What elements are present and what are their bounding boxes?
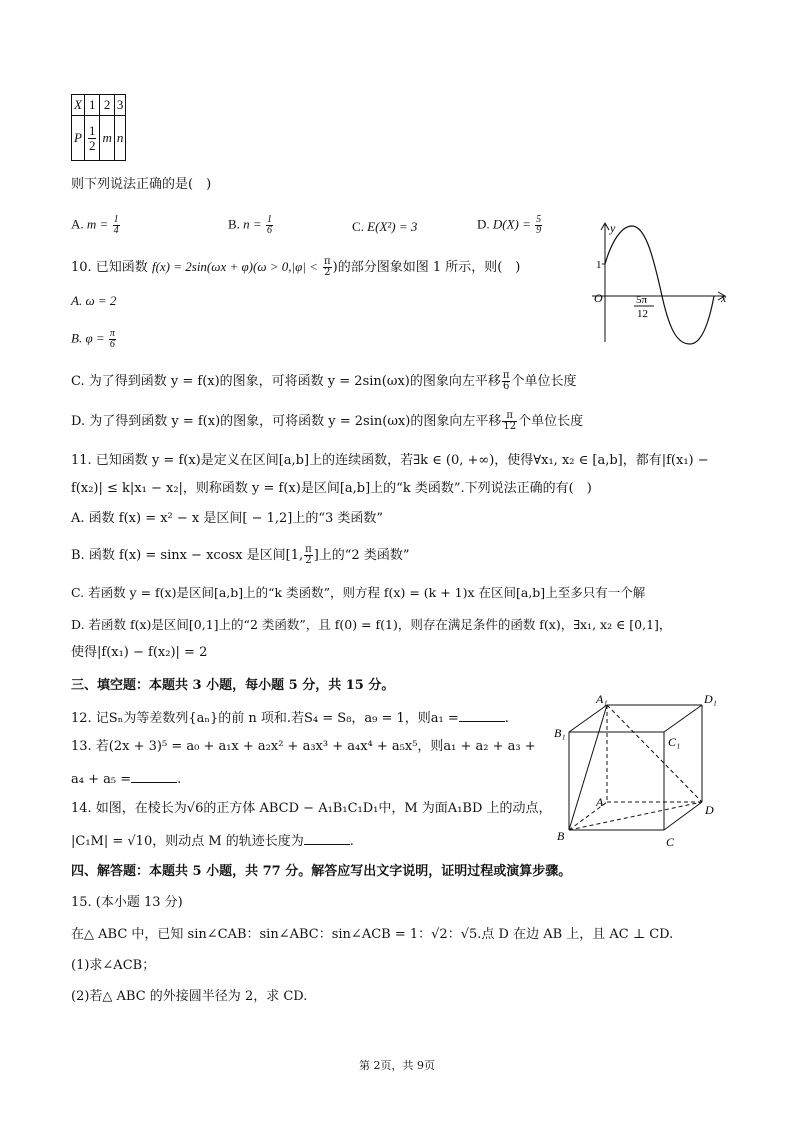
q15-part2: (2)若△ ABC 的外接圆半径为 2，求 CD. xyxy=(71,989,308,1004)
cube-label-d: D xyxy=(705,803,714,817)
answer-blank xyxy=(131,770,177,783)
table-cell: X xyxy=(72,95,85,116)
table-cell: P xyxy=(72,116,85,161)
q10-stem xyxy=(71,257,520,278)
origin-label: O xyxy=(594,291,603,305)
y-tick-label: 1 xyxy=(596,259,602,271)
table-cell: 1 xyxy=(84,95,100,116)
table-cell: 3 xyxy=(114,95,126,116)
question-text: . xyxy=(177,772,182,787)
cube-label-d1: D₁ xyxy=(704,692,717,706)
answer-blank xyxy=(304,832,350,845)
cube-label-b1: B₁ xyxy=(554,726,566,740)
q11-option-a: A. 函数 f(x) = x² − x 是区间[ − 1,2]上的“3 类函数” xyxy=(71,511,384,526)
q10-option-b xyxy=(71,329,117,350)
q9-option-b xyxy=(228,215,274,236)
q9-option-a xyxy=(71,215,121,236)
q11-option-d-line2: 使得|f(x₁) − f(x₂)| = 2 xyxy=(71,645,208,660)
frac-num: 1 xyxy=(88,122,96,138)
q9-option-c xyxy=(352,219,417,235)
frac-num: 5 xyxy=(536,214,542,225)
question-text: . xyxy=(504,711,509,726)
frac-num: 1 xyxy=(113,214,119,225)
cube-edge xyxy=(664,705,702,732)
stem-expr: f(x) = 2sin(ωx + φ)(ω > 0,|φ| < xyxy=(151,259,318,274)
frac-den: 2 xyxy=(88,137,96,153)
q9-option-d xyxy=(477,215,543,236)
x-axis-label: x xyxy=(721,291,727,305)
x-tick-den: 12 xyxy=(637,308,648,320)
q10-option-a: A. ω = 2 xyxy=(71,293,117,308)
option-expr: m = xyxy=(86,216,109,232)
triangle-edge-bd xyxy=(569,802,702,830)
option-expr: n = xyxy=(243,216,262,232)
option-text: D. 为了得到函数 y = f(x)的图象，可将函数 y = 2sin(ωx)的图象向左平移 xyxy=(71,414,502,429)
sine-graph xyxy=(590,220,730,345)
section-heading-solve: 四、解答题：本题共 5 小题，共 77 分。解答应写出文字说明，证明过程或演算步骤。 xyxy=(71,864,572,879)
stem-text: )的部分图象如图 1 所示，则( ) xyxy=(332,260,521,275)
frac-num: π xyxy=(502,370,510,381)
answer-blank xyxy=(459,709,505,722)
table-cell: m xyxy=(100,116,114,161)
x-tick-num: 5π xyxy=(636,294,648,306)
frac-num: π xyxy=(109,328,115,339)
question-text: a₄ + a₅ = xyxy=(71,772,132,787)
page-footer: 第 2页，共 9页 xyxy=(359,1059,435,1072)
q9-stem: 则下列说法正确的是( ) xyxy=(71,177,212,192)
triangle-edge-a1b xyxy=(569,705,607,830)
q14-line1: 14. 如图，在棱长为√6的正方体 ABCD − A₁B₁C₁D₁中，M 为面A₁BD 上的动点， xyxy=(71,801,552,816)
option-text: B. 函数 f(x) = sinx − xcosx 是区间[1, xyxy=(71,548,304,563)
cube-figure xyxy=(552,690,727,855)
q11-option-c: C. 若函数 y = f(x)是区间[a,b]上的“k 类函数”，则方程 f(x) = (k + 1)x 在区间[a,b]上至多只有一个解 xyxy=(71,585,646,600)
table-row-x xyxy=(72,95,126,116)
frac-den: 2 xyxy=(305,555,312,566)
q11-line2: f(x₂)| ≤ k|x₁ − x₂|，则称函数 y = f(x)是区间[a,b]上的“k 类函数”.下列说法正确的有( ) xyxy=(71,481,592,496)
option-text: 个单位长度 xyxy=(518,414,584,429)
option-prefix: B. xyxy=(228,216,244,232)
table-row-p xyxy=(72,116,126,161)
frac-den: 6 xyxy=(502,381,510,392)
q14-line2 xyxy=(71,832,354,850)
q13-line2 xyxy=(71,770,181,788)
cube-label-c: C xyxy=(666,835,675,849)
frac-num: 1 xyxy=(266,214,272,225)
question-text: |C₁M| = √10，则动点 M 的轨迹长度为 xyxy=(71,834,304,849)
option-prefix: D. xyxy=(477,216,493,232)
frac-den: 4 xyxy=(113,225,119,236)
frac-den: 6 xyxy=(109,339,115,350)
cube-label-c1: C₁ xyxy=(668,735,681,749)
table-cell: 2 xyxy=(100,95,114,116)
q11-line1: 11. 已知函数 y = f(x)是定义在区间[a,b]上的连续函数，若∃k ∈ (0, +∞)，使得∀x₁, x₂ ∈ [a,b]，都有|f(x₁) − xyxy=(71,453,709,468)
cube-edge xyxy=(664,802,702,830)
frac-den: 12 xyxy=(503,421,517,432)
frac-den: 9 xyxy=(536,225,542,236)
frac-den: 2 xyxy=(324,267,331,278)
option-expr: E(X²) = 3 xyxy=(367,219,418,234)
q15-part1: (1)求∠ACB； xyxy=(71,958,156,973)
cube-edge xyxy=(569,705,607,732)
distribution-table xyxy=(71,94,126,161)
question-text: 12. 记Sₙ为等差数列{aₙ}的前 n 项和.若S₄ = S₈，a₉ = 1，则a₁ = xyxy=(71,711,459,726)
y-axis-label: y xyxy=(610,221,616,235)
cube-label-a: A xyxy=(596,795,604,809)
cube-label-a1: A₁ xyxy=(596,692,608,706)
stem-text: 10. 已知函数 xyxy=(71,260,152,275)
q15-title: 15. (本小题 13 分) xyxy=(71,895,183,910)
triangle-edge-a1d xyxy=(607,705,702,802)
option-prefix: A. xyxy=(71,216,87,232)
frac-num: π xyxy=(305,544,312,555)
table-cell: n xyxy=(114,116,126,161)
option-text: 个单位长度 xyxy=(511,374,577,389)
option-expr: B. φ = xyxy=(71,330,105,346)
q11-option-d-line1: D. 若函数 f(x)是区间[0,1]上的“2 类函数”，且 f(0) = f(1)，则存在满足条件的函数 f(x)，∃x₁, x₂ ∈ [0,1]， xyxy=(71,617,672,632)
cube-label-b: B xyxy=(557,829,565,843)
q13-line1: 13. 若(2x + 3)⁵ = a₀ + a₁x + a₂x² + a₃x³ + a₄x⁴ + a₅x⁵，则a₁ + a₂ + a₃ + xyxy=(71,739,536,754)
option-text: C. 为了得到函数 y = f(x)的图象，可将函数 y = 2sin(ωx)的图象向左平移 xyxy=(71,374,501,389)
table-cell xyxy=(84,116,100,161)
q10-option-c xyxy=(71,371,576,392)
q11-option-b xyxy=(71,545,410,566)
question-text: . xyxy=(349,834,354,849)
sine-curve xyxy=(605,226,714,344)
frac-num: π xyxy=(502,411,517,422)
option-prefix: C. xyxy=(352,219,368,234)
frac-den: 6 xyxy=(266,225,272,236)
q10-option-d xyxy=(71,411,583,432)
option-expr: D(X) = xyxy=(492,216,531,232)
frac-num: π xyxy=(324,256,331,267)
option-text: ]上的“2 类函数” xyxy=(313,548,410,563)
section-heading-fill: 三、填空题：本题共 3 小题，每小题 5 分，共 15 分。 xyxy=(71,678,395,693)
q15-stem: 在△ ABC 中，已知 sin∠CAB：sin∠ABC：sin∠ACB = 1：√2：√5.点 D 在边 AB 上，且 AC ⊥ CD. xyxy=(71,927,674,942)
q12-text xyxy=(71,709,509,727)
